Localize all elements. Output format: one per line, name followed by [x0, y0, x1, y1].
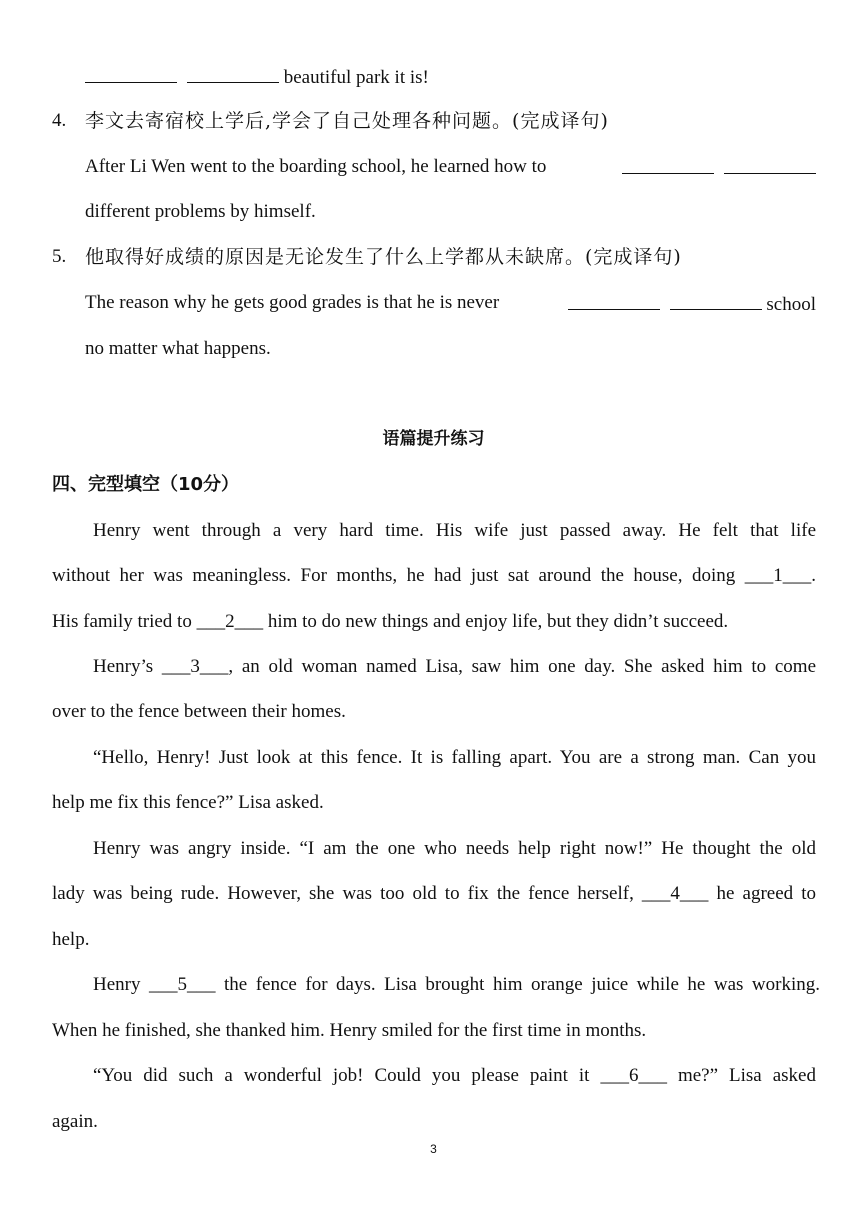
passage-line: without her was meaningless. For months, he had just sat around the house, doing ___1___. — [52, 565, 816, 586]
q5-chinese-prompt: 他取得好成绩的原因是无论发生了什么上学都从未缺席。(完成译句) — [85, 246, 682, 268]
answer-blank[interactable] — [670, 291, 762, 310]
passage-line: When he finished, she thanked him. Henry smiled for the first time in months. — [52, 1020, 647, 1041]
passage-line: help me fix this fence?” Lisa asked. — [52, 792, 324, 813]
q3-answer-line — [85, 64, 429, 90]
passage-line: Henry went through a very hard time. His wife just passed away. He felt that life — [93, 520, 816, 541]
answer-blank[interactable] — [187, 64, 279, 83]
q5-english-line-1 — [85, 291, 816, 315]
passage-line: Henry ___5___ the fence for days. Lisa brought him orange juice while he was working. — [93, 974, 820, 995]
passage-line: over to the fence between their homes. — [52, 701, 346, 722]
answer-blank[interactable] — [622, 155, 714, 174]
passage-line: lady was being rude. However, she was too old to fix the fence herself, ___4___ he agreed to — [52, 883, 816, 904]
cloze-heading: 四、完型填空（10分） — [52, 474, 240, 495]
passage-line: Henry’s ___3___, an old woman named Lisa, saw him one day. She asked him to come — [93, 656, 816, 677]
q3-tail-text: beautiful park it is! — [283, 67, 429, 88]
section-title: 语篇提升练习 — [382, 429, 485, 449]
q4-english-pre: After Li Wen went to the boarding school, he learned how to — [85, 156, 547, 177]
passage-line: His family tried to ___2___ him to do new things and enjoy life, but they didn’t succeed. — [52, 611, 729, 632]
passage-line: “Hello, Henry! Just look at this fence. It is falling apart. You are a strong man. Can you — [93, 747, 816, 768]
q5-number: 5. — [52, 246, 67, 267]
passage-line: again. — [52, 1111, 98, 1132]
q4-number: 4. — [52, 110, 67, 131]
answer-blank[interactable] — [85, 64, 177, 83]
passage-line: help. — [52, 929, 90, 950]
passage-line: Henry was angry inside. “I am the one who needs help right now!” He thought the old — [93, 838, 816, 859]
page-number: 3 — [430, 1142, 437, 1156]
q4-chinese-prompt: 李文去寄宿校上学后,学会了自己处理各种问题。(完成译句) — [85, 110, 609, 132]
q4-english-post: different problems by himself. — [85, 201, 316, 222]
passage-line: “You did such a wonderful job! Could you please paint it ___6___ me?” Lisa asked — [93, 1065, 816, 1086]
answer-blank[interactable] — [724, 155, 816, 174]
q4-english-line-1 — [85, 155, 816, 179]
q5-english-pre: The reason why he gets good grades is that he is never — [85, 292, 500, 313]
q5-english-mid: school — [766, 294, 816, 315]
answer-blank[interactable] — [568, 291, 660, 310]
q5-english-post: no matter what happens. — [85, 338, 271, 359]
